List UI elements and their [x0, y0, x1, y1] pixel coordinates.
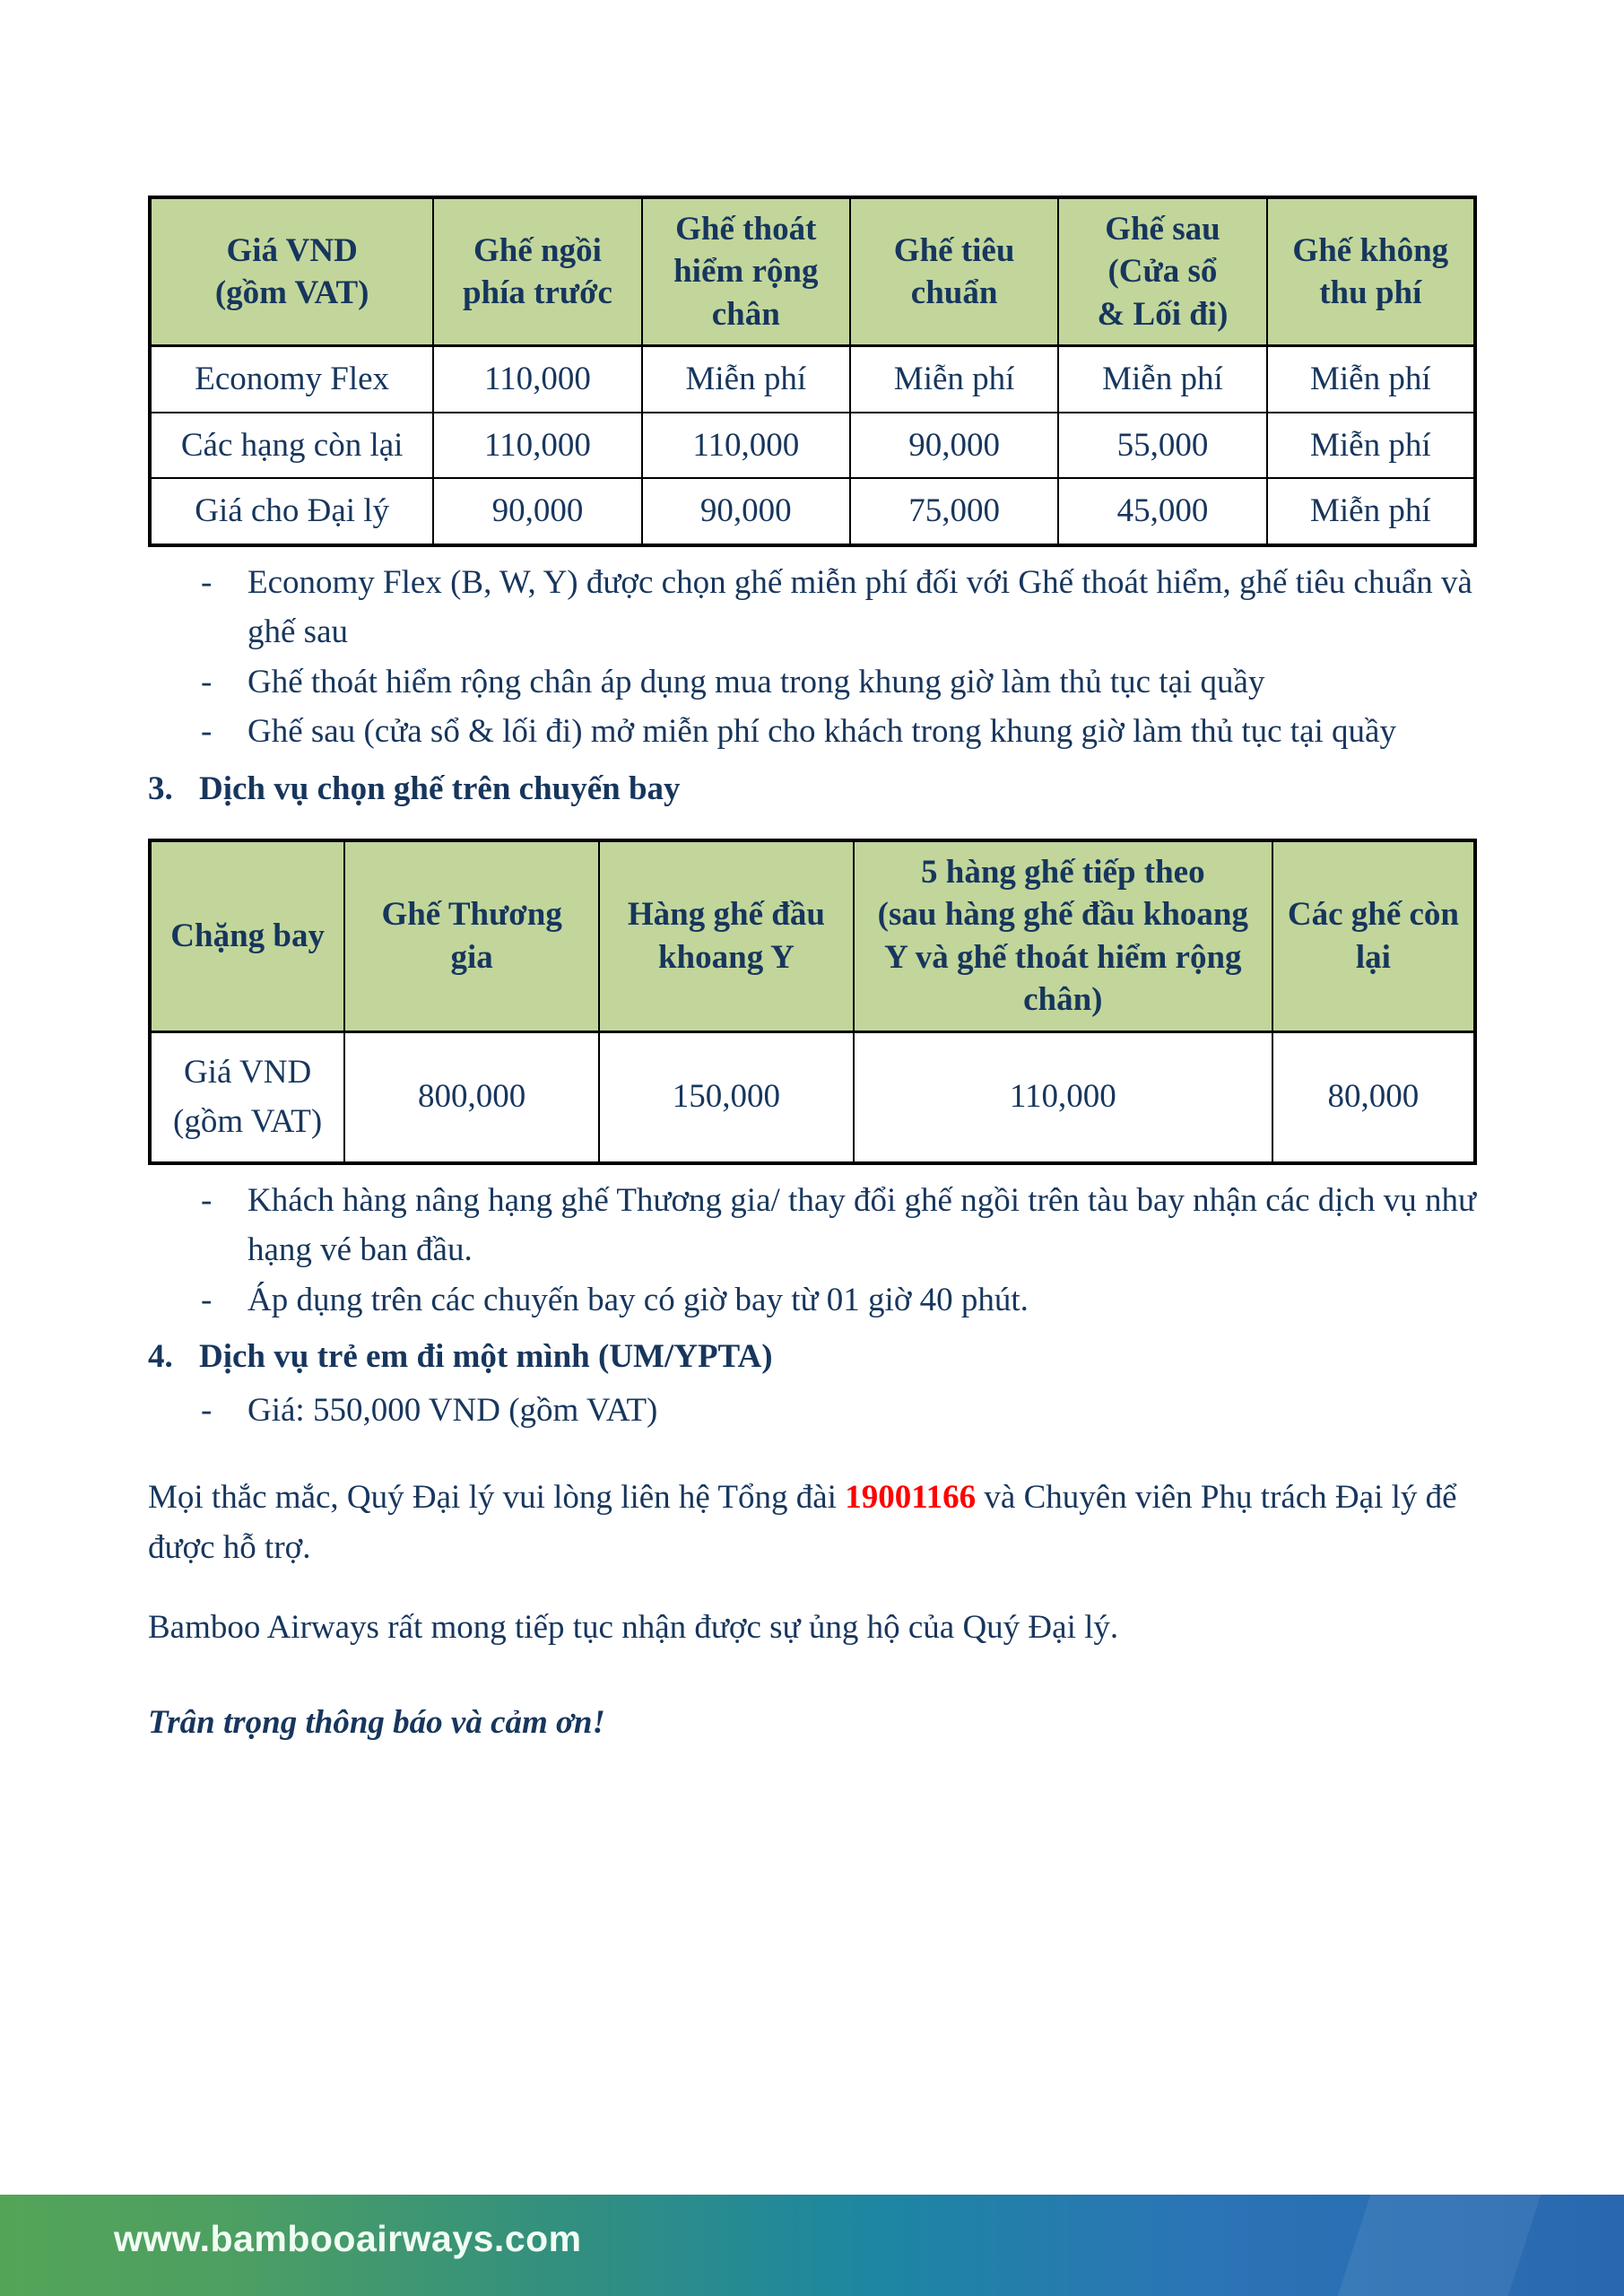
footer-swoosh-decoration — [1338, 2195, 1541, 2296]
section-heading-4 — [148, 1332, 1477, 1382]
list-item — [148, 657, 1477, 708]
list-item — [148, 1176, 1477, 1275]
bullet-dash: - — [201, 563, 213, 601]
contact-paragraph — [148, 1473, 1477, 1572]
table-header-cell: Giá VND (gồm VAT) — [150, 197, 433, 346]
table-header-cell: Ghế không thu phí — [1267, 197, 1475, 346]
table-row — [150, 346, 1475, 413]
table-cell: 80,000 — [1272, 1031, 1475, 1163]
table-header-cell: Ghế tiêu chuẩn — [850, 197, 1058, 346]
row-label-cell: Economy Flex — [150, 346, 433, 413]
closing-paragraph: Bamboo Airways rất mong tiếp tục nhận được sự ủng hộ của Quý Đại lý. — [148, 1609, 1119, 1647]
contact-text-after: và Chuyên viên Phụ trách Đại lý để được hỗ trợ. — [148, 1479, 1457, 1566]
note-text: Khách hàng nâng hạng ghế Thương gia/ thay đổi ghế ngồi trên tàu bay nhận các dịch vụ như hạng vé ban đầu. — [248, 1181, 1477, 1269]
note-text: Ghế sau (cửa sổ & lối đi) mở miễn phí cho khách trong khung giờ làm thủ tục tại quầy — [248, 713, 1396, 751]
table-header-cell: Các ghế còn lại — [1272, 840, 1475, 1031]
table-row — [150, 1031, 1475, 1163]
table-cell: 90,000 — [642, 478, 850, 545]
section-title: Dịch vụ trẻ em đi một mình (UM/YPTA) — [199, 1338, 773, 1376]
footer-website-text: www.bambooairways.com — [114, 2218, 582, 2259]
note-text: Giá: 550,000 VND (gồm VAT) — [248, 1391, 658, 1429]
hotline-number: 19001166 — [845, 1479, 977, 1517]
note-text: Economy Flex (B, W, Y) được chọn ghế miễn phí đối với Ghế thoát hiểm, ghế tiêu chuẩn và ghế sau — [248, 563, 1472, 651]
section-number: 3. — [148, 770, 173, 807]
table-cell: 110,000 — [433, 346, 641, 413]
bullet-dash: - — [201, 713, 213, 751]
row-label-cell: Giá VND (gồm VAT) — [150, 1031, 344, 1163]
table-cell: 110,000 — [642, 413, 850, 479]
seat-fee-notes — [148, 558, 1477, 757]
list-item — [148, 1386, 1477, 1436]
table-cell: 800,000 — [344, 1031, 599, 1163]
table-header-cell: Ghế ngồi phía trước — [433, 197, 641, 346]
table-header-cell: Ghế sau (Cửa sổ & Lối đi) — [1058, 197, 1266, 346]
table-cell: 150,000 — [599, 1031, 854, 1163]
table-header-cell: 5 hàng ghế tiếp theo (sau hàng ghế đầu khoang Y và ghế thoát hiểm rộng chân) — [854, 840, 1272, 1031]
table-header-cell: Ghế Thương gia — [344, 840, 599, 1031]
table-cell: Miễn phí — [1267, 346, 1475, 413]
table-cell: 110,000 — [433, 413, 641, 479]
bullet-dash: - — [201, 1391, 213, 1429]
list-item — [148, 558, 1477, 657]
onboard-seat-table — [148, 839, 1477, 1164]
note-text: Áp dụng trên các chuyến bay có giờ bay từ 01 giờ 40 phút. — [248, 1281, 1029, 1318]
bullet-dash: - — [201, 1281, 213, 1318]
table-cell: 110,000 — [854, 1031, 1272, 1163]
section-number: 4. — [148, 1338, 173, 1376]
bullet-dash: - — [201, 1181, 213, 1219]
contact-text-before: Mọi thắc mắc, Quý Đại lý vui lòng liên hệ Tổng đài — [148, 1479, 846, 1517]
table-cell: Miễn phí — [850, 346, 1058, 413]
table-cell: 90,000 — [850, 413, 1058, 479]
table-cell: Miễn phí — [1267, 478, 1475, 545]
table-header-cell: Hàng ghế đầu khoang Y — [599, 840, 854, 1031]
table-header-row — [150, 197, 1475, 346]
table-row — [150, 413, 1475, 479]
list-item — [148, 707, 1477, 757]
table-header-row — [150, 840, 1475, 1031]
seat-fee-table — [148, 196, 1477, 547]
table-cell: 75,000 — [850, 478, 1058, 545]
table-cell: Miễn phí — [1267, 413, 1475, 479]
section-title: Dịch vụ chọn ghế trên chuyến bay — [199, 770, 681, 807]
note-text: Ghế thoát hiểm rộng chân áp dụng mua trong khung giờ làm thủ tục tại quầy — [248, 663, 1265, 700]
row-label-cell: Giá cho Đại lý — [150, 478, 433, 545]
table-header-cell: Ghế thoát hiểm rộng chân — [642, 197, 850, 346]
row-label-cell: Các hạng còn lại — [150, 413, 433, 479]
table-cell: 45,000 — [1058, 478, 1266, 545]
section-heading-3 — [148, 764, 1477, 814]
signoff-line: Trân trọng thông báo và cảm ơn! — [148, 1703, 605, 1741]
footer-bar — [0, 2195, 1624, 2296]
table-row — [150, 478, 1475, 545]
section4-notes — [148, 1386, 1477, 1436]
table-cell: Miễn phí — [1058, 346, 1266, 413]
table-cell: 55,000 — [1058, 413, 1266, 479]
table-cell: Miễn phí — [642, 346, 850, 413]
bullet-dash: - — [201, 663, 213, 700]
list-item — [148, 1275, 1477, 1326]
onboard-notes — [148, 1176, 1477, 1326]
table-cell: 90,000 — [433, 478, 641, 545]
table-header-cell: Chặng bay — [150, 840, 344, 1031]
